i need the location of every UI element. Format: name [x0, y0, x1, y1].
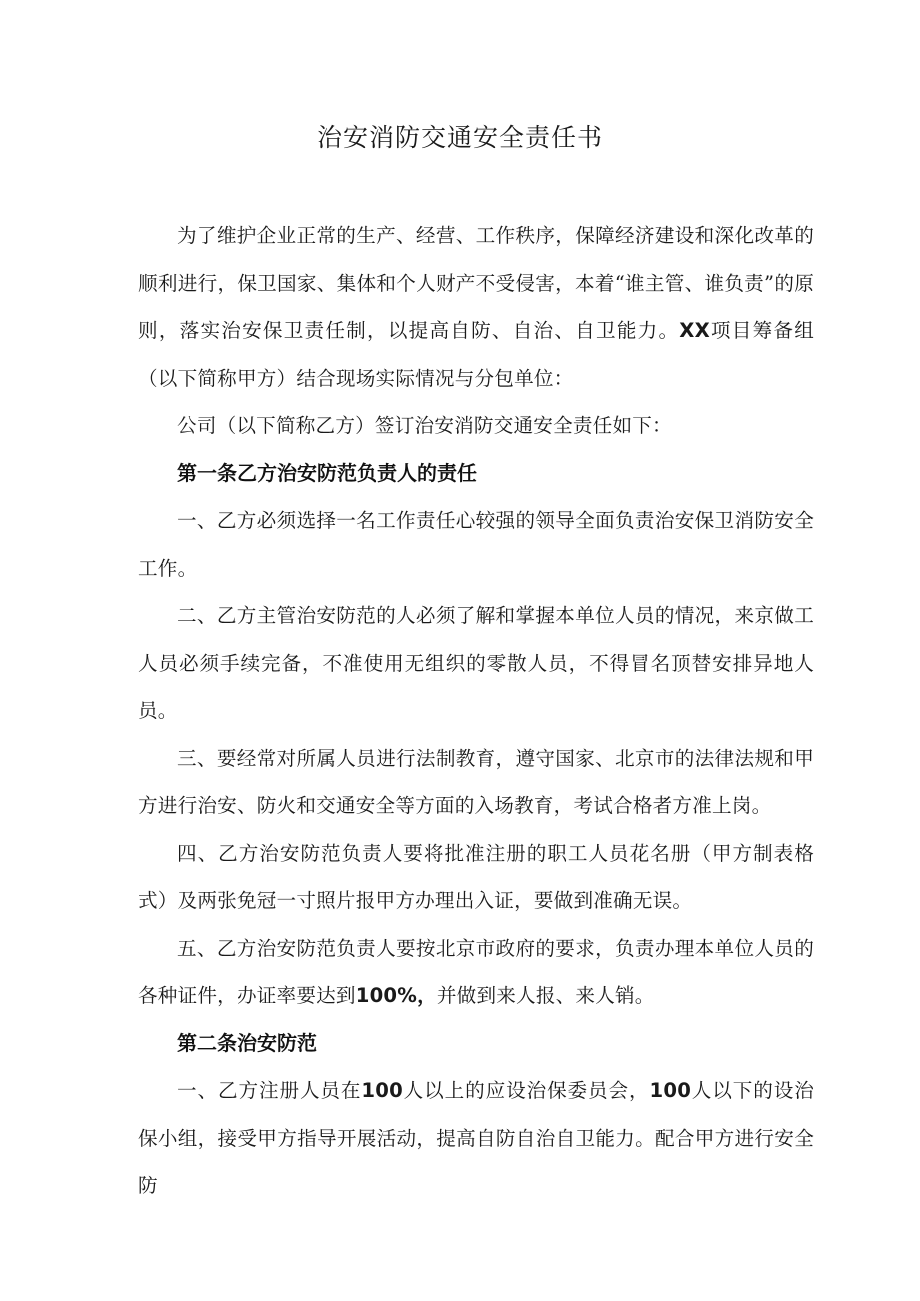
- intro-paragraph-2: 公司（以下简称乙方）签订治安消防交通安全责任如下：: [177, 414, 672, 437]
- article-1-heading: 第一条乙方治安防范负责人的责任: [177, 460, 477, 485]
- item-5-text-c: 并做到来人报、来人销。: [436, 984, 655, 1007]
- item-5-text-a: 五、乙方治安防范负责人要按北京市政府的要求，负责办理本单位人员的各种证件，办证率要达到: [138, 936, 814, 1007]
- project-code: XX: [679, 319, 710, 342]
- item-5-rate: 100%，: [355, 984, 437, 1007]
- a2-count-2: 100: [649, 1079, 692, 1102]
- article-2-heading: 第二条治安防范: [177, 1030, 317, 1055]
- intro-text-a: 为了维护企业正常的生产、经营、工作秩序，保障经济建设和深化改革的顺利进行，保卫国家、集体和个人财产不受侵害，本着“谁主管、谁负责”的原则，落实治安保卫责任制，以提高自防、自治、自卫能力。: [138, 224, 814, 342]
- article-1-item-5: [138, 925, 814, 1020]
- document-title: 治安消防交通安全责任书: [316, 123, 603, 152]
- intro-paragraph-1: [138, 212, 814, 402]
- article-2-item-1: [138, 1067, 814, 1210]
- article-1-item-4: 四、乙方治安防范负责人要将批准注册的职工人员花名册（甲方制表格式）及两张免冠一寸照片报甲方办理出入证，要做到准确无误。: [138, 841, 814, 912]
- article-1-item-2: 二、乙方主管治安防范的人必须了解和掌握本单位人员的情况，来京做工人员必须手续完备，不准使用无组织的零散人员，不得冒名顶替安排异地人员。: [138, 604, 814, 722]
- article-1-item-1: 一、乙方必须选择一名工作责任心较强的领导全面负责治安保卫消防安全工作。: [138, 509, 814, 580]
- document-body: [138, 212, 814, 1210]
- article-1-item-3: 三、要经常对所属人员进行法制教育，遵守国家、北京市的法律法规和甲方进行治安、防火和交通安全等方面的入场教育，考试合格者方准上岗。: [138, 746, 814, 817]
- a2-text-c: 人以上的应设治保委员会，: [402, 1079, 650, 1102]
- a2-text-a: 一、乙方注册人员在: [177, 1079, 362, 1102]
- a2-count-1: 100: [361, 1079, 403, 1102]
- a2-text-e: 人以下的设治保小组，接受甲方指导开展活动，提高自防自治自卫能力。配合甲方进行安全防: [138, 1079, 814, 1197]
- intro-text-c: 项目筹备组（以下简称甲方）结合现场实际情况与分包单位：: [138, 319, 814, 390]
